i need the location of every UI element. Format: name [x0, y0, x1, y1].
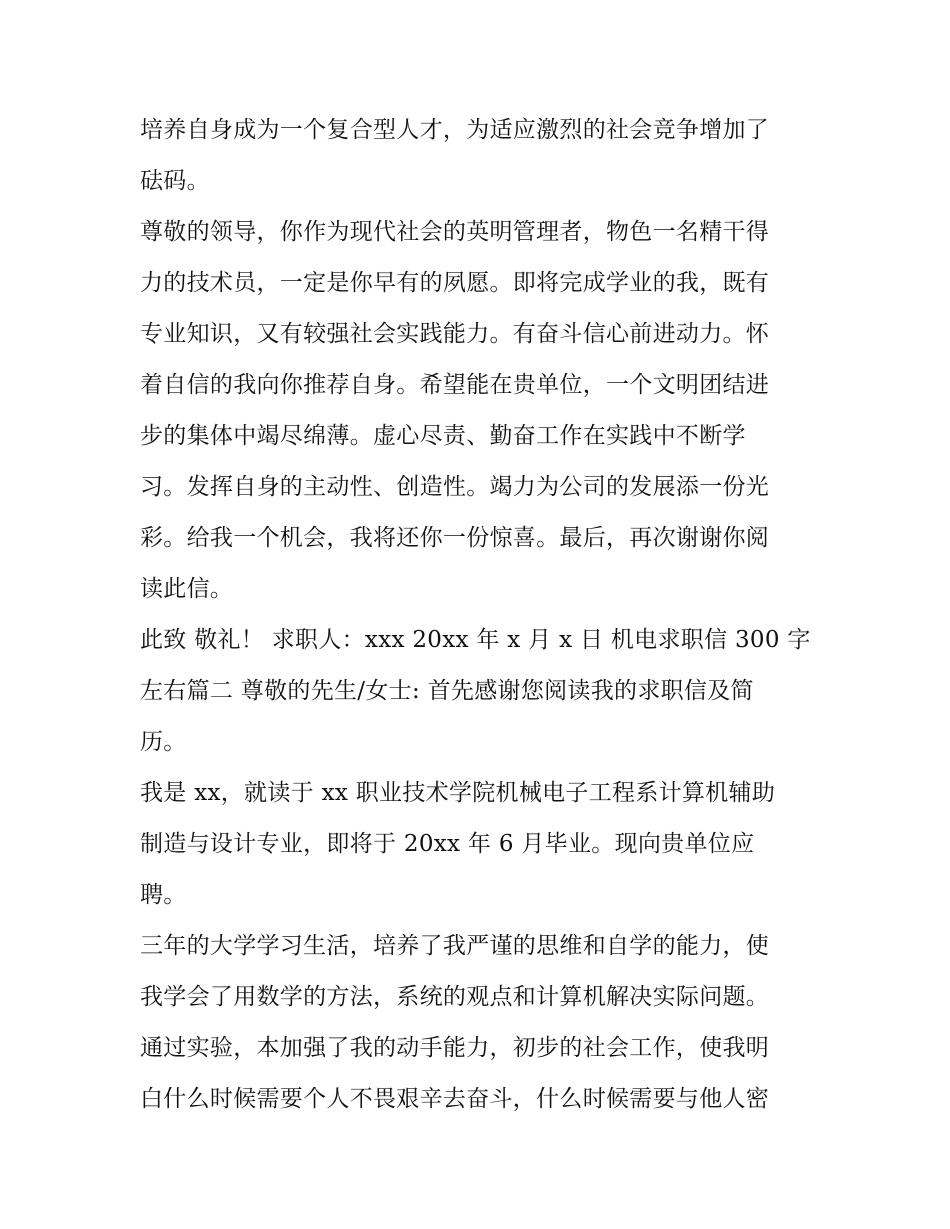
text-line: 尊敬的领导，你作为现代社会的英明管理者，物色一名精干得	[140, 219, 770, 245]
text-line: 左右篇二 尊敬的先生/女士: 首先感谢您阅读我的求职信及简	[140, 678, 754, 704]
text-line: 专业知识，又有较强社会实践能力。有奋斗信心前进动力。怀	[140, 321, 770, 347]
text-line: 着自信的我向你推荐自身。希望能在贵单位，一个文明团结进	[140, 372, 770, 398]
text-line: 聘。	[140, 882, 187, 908]
text-line: 培养自身成为一个复合型人才，为适应激烈的社会竞争增加了	[140, 117, 770, 143]
text-line: 力的技术员，一定是你早有的夙愿。即将完成学业的我，既有	[140, 270, 770, 296]
text-line: 我是 xx，就读于 xx 职业技术学院机械电子工程系计算机辅助	[140, 780, 776, 806]
text-line: 制造与设计专业，即将于 20xx 年 6 月毕业。现向贵单位应	[140, 831, 755, 857]
text-line: 读此信。	[140, 576, 234, 602]
letter-body	[140, 105, 820, 1125]
text-line: 砝码。	[140, 168, 210, 194]
text-line: 我学会了用数学的方法，系统的观点和计算机解决实际问题。	[140, 984, 770, 1010]
text-line: 彩。给我一个机会，我将还你一份惊喜。最后，再次谢谢你阅	[140, 525, 770, 551]
text-line: 此致 敬礼！ 求职人：xxx 20xx 年 x 月 x 日 机电求职信 300 字	[140, 627, 811, 653]
text-line: 历。	[140, 729, 187, 755]
text-line: 习。发挥自身的主动性、创造性。竭力为公司的发展添一份光	[140, 474, 770, 500]
text-line: 白什么时候需要个人不畏艰辛去奋斗，什么时候需要与他人密	[140, 1086, 770, 1112]
text-line: 通过实验，本加强了我的动手能力，初步的社会工作，使我明	[140, 1035, 770, 1061]
text-line: 三年的大学学习生活，培养了我严谨的思维和自学的能力，使	[140, 933, 770, 959]
text-line: 步的集体中竭尽绵薄。虚心尽责、勤奋工作在实践中不断学	[140, 423, 746, 449]
